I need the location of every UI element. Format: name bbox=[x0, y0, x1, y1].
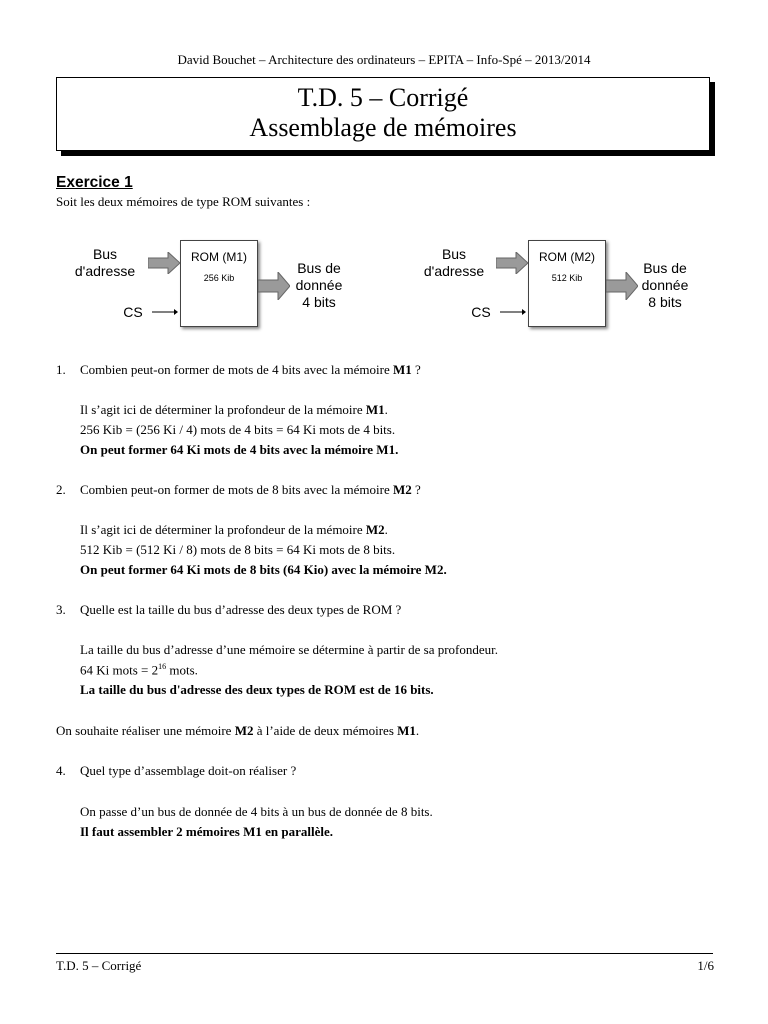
statement-text: On souhaite réaliser une mémoire M2 à l’aide de deux mémoires M1. bbox=[56, 723, 420, 738]
rom-name: ROM (M2) bbox=[539, 250, 595, 264]
intro-text: Soit les deux mémoires de type ROM suivantes : bbox=[56, 194, 311, 209]
answer-1-line-2: 256 Kib = (256 Ki / 4) mots de 4 bits = 64 Ki mots de 4 bits. bbox=[80, 422, 396, 437]
page-header: David Bouchet – Architecture des ordinateurs – EPITA – Info-Spé – 2013/2014 bbox=[177, 52, 591, 67]
cs-label: CS bbox=[471, 304, 491, 320]
rom-name: ROM (M1) bbox=[191, 250, 247, 264]
answer-3-line-2: 64 Ki mots = $2^{16}$ mots. bbox=[80, 662, 198, 678]
footer-divider bbox=[56, 953, 713, 954]
answer-1-line-1: Il s’agit ici de déterminer la profondeur de la mémoire M1. bbox=[80, 402, 388, 417]
answer-4-line-1: On passe d’un bus de donnée de 4 bits à un bus de donnée de 8 bits. bbox=[80, 804, 433, 819]
question-4: Quel type d’assemblage doit-on réaliser ? bbox=[80, 763, 297, 778]
address-bus-arrow bbox=[496, 252, 528, 274]
cs-arrow bbox=[152, 306, 178, 318]
page-number: 1/6 bbox=[697, 958, 714, 973]
data-bus-label: Bus de donnée 4 bits bbox=[295, 260, 343, 310]
title-line-2: Assemblage de mémoires bbox=[249, 113, 517, 142]
rom-diagram-m2 bbox=[404, 238, 704, 333]
question-4-number: 4. bbox=[56, 763, 66, 778]
rom-diagram-m1 bbox=[56, 238, 356, 333]
cs-arrow bbox=[500, 306, 526, 318]
question-1-number: 1. bbox=[56, 362, 66, 377]
title-line-1: T.D. 5 – Corrigé bbox=[297, 83, 469, 112]
answer-1-conclusion: On peut former 64 Ki mots de 4 bits avec la mémoire M1. bbox=[80, 442, 399, 457]
address-bus-label: Bus d'adresse bbox=[74, 246, 136, 279]
question-1: Combien peut-on former de mots de 4 bits avec la mémoire M1 ? bbox=[80, 362, 421, 377]
answer-3-conclusion: La taille du bus d'adresse des deux types de ROM est de 16 bits. bbox=[80, 682, 434, 697]
cs-label: CS bbox=[123, 304, 143, 320]
answer-2-conclusion: On peut former 64 Ki mots de 8 bits (64 Kio) avec la mémoire M2. bbox=[80, 562, 447, 577]
exercise-title: Exercice 1 bbox=[56, 174, 133, 191]
answer-4-conclusion: Il faut assembler 2 mémoires M1 en parallèle. bbox=[80, 824, 333, 839]
address-bus-arrow bbox=[148, 252, 180, 274]
data-bus-label: Bus de donnée 8 bits bbox=[641, 260, 689, 310]
question-3: Quelle est la taille du bus d’adresse des deux types de ROM ? bbox=[80, 602, 402, 617]
footer-title: T.D. 5 – Corrigé bbox=[56, 958, 142, 973]
rom-size: 256 Kib bbox=[203, 273, 235, 283]
title-box bbox=[56, 77, 710, 151]
rom-size: 512 Kib bbox=[551, 273, 583, 283]
question-2-number: 2. bbox=[56, 482, 66, 497]
question-3-number: 3. bbox=[56, 602, 66, 617]
answer-3-line-1: La taille du bus d’adresse d’une mémoire se détermine à partir de sa profondeur. bbox=[80, 642, 499, 657]
answer-2-line-1: Il s’agit ici de déterminer la profondeur de la mémoire M2. bbox=[80, 522, 388, 537]
answer-2-line-2: 512 Kib = (512 Ki / 8) mots de 8 bits = 64 Ki mots de 8 bits. bbox=[80, 542, 396, 557]
address-bus-label: Bus d'adresse bbox=[423, 246, 485, 279]
rom-box bbox=[180, 240, 258, 327]
question-2: Combien peut-on former de mots de 8 bits avec la mémoire M2 ? bbox=[80, 482, 421, 497]
rom-box bbox=[528, 240, 606, 327]
